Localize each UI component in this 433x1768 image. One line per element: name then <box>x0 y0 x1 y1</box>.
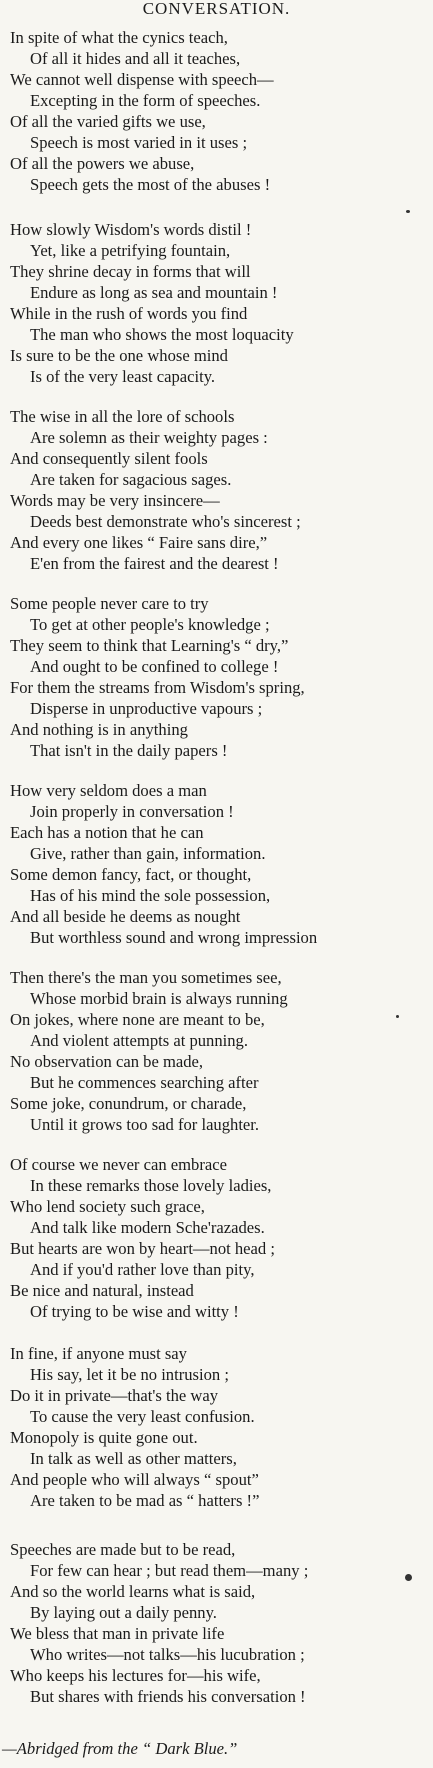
poem-line: Some people never care to try <box>10 594 209 613</box>
poem-line: Deeds best demonstrate who's sincerest ; <box>30 512 301 531</box>
poem-line: For few can hear ; but read them—many ; <box>30 1561 309 1580</box>
poem-line: But worthless sound and wrong impression <box>30 928 318 947</box>
poem-line: Speech gets the most of the abuses ! <box>30 175 271 194</box>
poem-line: Join properly in conversation ! <box>30 802 234 821</box>
attribution-source: Dark Blue. <box>155 1739 229 1758</box>
poem-line: And nothing is in anything <box>10 720 188 739</box>
attribution-suffix: ” <box>228 1739 238 1758</box>
poem-line: Some demon fancy, fact, or thought, <box>10 865 252 884</box>
print-speck <box>405 1574 412 1581</box>
poem-line: And so the world learns what is said, <box>10 1582 256 1601</box>
poem-line: And violent attempts at punning. <box>30 1031 248 1050</box>
poem-line: They seem to think that Learning's “ dry,” <box>10 636 289 655</box>
poem-line: Of all the powers we abuse, <box>10 154 195 173</box>
poem-line: In spite of what the cynics teach, <box>10 28 228 47</box>
poem-line: And ought to be confined to college ! <box>30 657 279 676</box>
poem-line: Who keeps his lectures for—his wife, <box>10 1666 261 1685</box>
poem-line: Of all the varied gifts we use, <box>10 112 206 131</box>
poem-line: And talk like modern Sche'razades. <box>30 1218 265 1237</box>
poem-line: Then there's the man you sometimes see, <box>10 968 282 987</box>
poem-line: The wise in all the lore of schools <box>10 407 235 426</box>
poem-line: Speeches are made but to be read, <box>10 1540 236 1559</box>
poem-line: Are solemn as their weighty pages : <box>30 428 268 447</box>
poem-line: How very seldom does a man <box>10 781 207 800</box>
poem-line: Whose morbid brain is always running <box>30 989 288 1008</box>
poem-line: They shrine decay in forms that will <box>10 262 251 281</box>
poem-line: We bless that man in private life <box>10 1624 225 1643</box>
poem-line: Are taken to be mad as “ hatters !” <box>30 1491 260 1510</box>
poem-line: Of course we never can embrace <box>10 1155 227 1174</box>
poem-line: Are taken for sagacious sages. <box>30 470 232 489</box>
poem-line: But shares with friends his conversation ! <box>30 1687 306 1706</box>
poem-line: Monopoly is quite gone out. <box>10 1428 198 1447</box>
poem-line: And if you'd rather love than pity, <box>30 1260 255 1279</box>
poem-line: In talk as well as other matters, <box>30 1449 237 1468</box>
poem-line: Yet, like a petrifying fountain, <box>30 241 231 260</box>
attribution <box>2 1738 237 1760</box>
poem-line: Who writes—not talks—his lucubration ; <box>30 1645 305 1664</box>
poem-line: Endure as long as sea and mountain ! <box>30 283 278 302</box>
poem-line: And all beside he deems as nought <box>10 907 241 926</box>
poem-line: To get at other people's knowledge ; <box>30 615 270 634</box>
poem-line: Until it grows too sad for laughter. <box>30 1115 260 1134</box>
poem-line: By laying out a daily penny. <box>30 1603 217 1622</box>
poem-line: Do it in private—that's the way <box>10 1386 219 1405</box>
poem-line: Excepting in the form of speeches. <box>30 91 261 110</box>
poem-line: But he commences searching after <box>30 1073 259 1092</box>
poem-line: For them the streams from Wisdom's spring, <box>10 678 305 697</box>
poem-line: E'en from the fairest and the dearest ! <box>30 554 279 573</box>
attribution-prefix: —Abridged from the “ <box>2 1739 156 1758</box>
print-speck <box>406 210 410 213</box>
poem-line: In these remarks those lovely ladies, <box>30 1176 272 1195</box>
poem-line: Disperse in unproductive vapours ; <box>30 699 263 718</box>
poem-line: Words may be very insincere— <box>10 491 220 510</box>
poem-line: His say, let it be no intrusion ; <box>30 1365 229 1384</box>
poem-line: But hearts are won by heart—not head ; <box>10 1239 275 1258</box>
poem-line: Speech is most varied in it uses ; <box>30 133 248 152</box>
poem-title: CONVERSATION. <box>142 0 291 18</box>
poem-line: How slowly Wisdom's words distil ! <box>10 220 252 239</box>
poem-line: And consequently silent fools <box>10 449 208 468</box>
poem-line: Has of his mind the sole possession, <box>30 886 271 905</box>
poem-line: Who lend society such grace, <box>10 1197 205 1216</box>
poem-line: Of all it hides and all it teaches, <box>30 49 241 68</box>
poem-line: Each has a notion that he can <box>10 823 204 842</box>
poem-line: In fine, if anyone must say <box>10 1344 187 1363</box>
poem-line: To cause the very least confusion. <box>30 1407 255 1426</box>
poem-line: The man who shows the most loquacity <box>30 325 294 344</box>
poem-line: Give, rather than gain, information. <box>30 844 266 863</box>
poem-line: No observation can be made, <box>10 1052 204 1071</box>
poem-line: Is of the very least capacity. <box>30 367 216 386</box>
poem-line: On jokes, where none are meant to be, <box>10 1010 265 1029</box>
poem-line: Some joke, conundrum, or charade, <box>10 1094 247 1113</box>
poem-line: Of trying to be wise and witty ! <box>30 1302 239 1321</box>
poem-line: We cannot well dispense with speech— <box>10 70 274 89</box>
poem-line: And people who will always “ spout” <box>10 1470 259 1489</box>
poem-line: Is sure to be the one whose mind <box>10 346 228 365</box>
poem-line: And every one likes “ Faire sans dire,” <box>10 533 268 552</box>
poem-line: Be nice and natural, instead <box>10 1281 194 1300</box>
poem-line: That isn't in the daily papers ! <box>30 741 228 760</box>
poem-line: While in the rush of words you find <box>10 304 248 323</box>
print-speck <box>396 1015 399 1018</box>
